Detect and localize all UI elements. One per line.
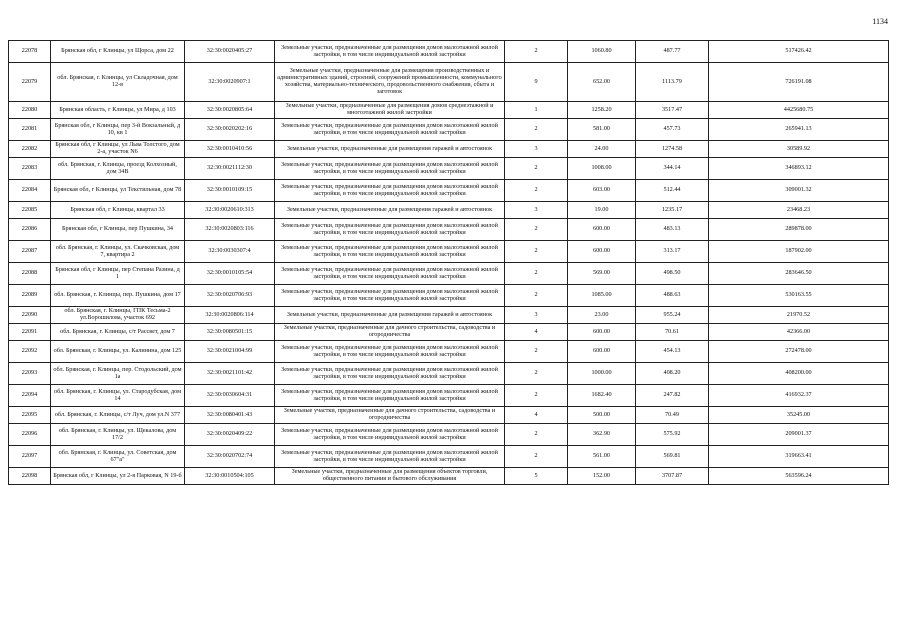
group-cell: 2 (505, 41, 568, 63)
cadastral-value-cell: 30589.92 (709, 141, 889, 158)
cadastral-number-cell: 32:30:0020702:74 (185, 446, 275, 468)
land-use-cell: Земельные участки, предназначенные для размещения домов малоэтажной жилой застройки, в том числе индивидуальной жилой застройки (275, 341, 505, 363)
specific-value-cell: 512.44 (636, 180, 709, 202)
row-id-cell: 22096 (9, 424, 51, 446)
specific-value-cell: 487.77 (636, 41, 709, 63)
table-row (9, 241, 889, 263)
group-cell: 1 (505, 102, 568, 119)
area-cell: 600.00 (568, 241, 636, 263)
cadastral-value-cell: 726191.08 (709, 63, 889, 102)
specific-value-cell: 3707.87 (636, 468, 709, 485)
cadastral-number-cell: 32:30:0020803:116 (185, 219, 275, 241)
area-cell: 600.00 (568, 341, 636, 363)
specific-value-cell: 955.24 (636, 307, 709, 324)
land-use-cell: Земельные участки, предназначенные для размещения гаражей и автостоянок (275, 141, 505, 158)
cadastral-number-cell: 32:30:0020706:93 (185, 285, 275, 307)
address-cell: Брянская обл, г Клинцы, ул Щорса, дом 22 (51, 41, 185, 63)
cadastral-value-cell: 272478.00 (709, 341, 889, 363)
specific-value-cell: 70.61 (636, 324, 709, 341)
land-use-cell: Земельные участки, предназначенные для размещения домов малоэтажной жилой застройки, в том числе индивидуальной жилой застройки (275, 158, 505, 180)
group-cell: 2 (505, 285, 568, 307)
table-row (9, 407, 889, 424)
cadastral-number-cell: 32:30:0010504:105 (185, 468, 275, 485)
address-cell: Брянская обл, г Клинцы, пер 3-й Вокзальный, д 10, кв 1 (51, 119, 185, 141)
address-cell: Брянская обл, г Клинцы, пер Степана Разина, д 1 (51, 263, 185, 285)
area-cell: 600.00 (568, 219, 636, 241)
specific-value-cell: 344.14 (636, 158, 709, 180)
address-cell: обл. Брянская, г. Клинцы, пер. Стодольский, дом 1а (51, 363, 185, 385)
area-cell: 152.00 (568, 468, 636, 485)
row-id-cell: 22082 (9, 141, 51, 158)
specific-value-cell: 408.20 (636, 363, 709, 385)
cadastral-number-cell: 32:30:0010109:15 (185, 180, 275, 202)
cadastral-number-cell: 32:30:0020405:27 (185, 41, 275, 63)
cadastral-value-cell: 265941.13 (709, 119, 889, 141)
specific-value-cell: 313.17 (636, 241, 709, 263)
table-row (9, 158, 889, 180)
cadastral-number-cell: 32:30:0080401:43 (185, 407, 275, 424)
group-cell: 9 (505, 63, 568, 102)
area-cell: 23.00 (568, 307, 636, 324)
area-cell: 1008.00 (568, 158, 636, 180)
address-cell: Брянская обл, г Клинцы, квартал 33 (51, 202, 185, 219)
group-cell: 5 (505, 468, 568, 485)
address-cell: Брянская обл, г Клинцы, ул Льва Толстого, дом 2-а, участок N6 (51, 141, 185, 158)
specific-value-cell: 1235.17 (636, 202, 709, 219)
address-cell: обл. Брянская, г. Клинцы, ул. Скачковская, дом 7, квартира 2 (51, 241, 185, 263)
specific-value-cell: 1274.58 (636, 141, 709, 158)
group-cell: 2 (505, 158, 568, 180)
specific-value-cell: 483.13 (636, 219, 709, 241)
address-cell: обл. Брянская, г. Клинцы, ГПК Тесьма-2 ул.Ворошилова, участок 692 (51, 307, 185, 324)
row-id-cell: 22089 (9, 285, 51, 307)
land-use-cell: Земельные участки, предназначенные для размещения домов среднеэтажной и многоэтажной жилой застройки (275, 102, 505, 119)
row-id-cell: 22087 (9, 241, 51, 263)
group-cell: 4 (505, 324, 568, 341)
specific-value-cell: 575.92 (636, 424, 709, 446)
cadastral-number-cell: 32:30:0021112:30 (185, 158, 275, 180)
address-cell: Брянская область, г Клинцы, ул Мира, д 103 (51, 102, 185, 119)
table-row (9, 219, 889, 241)
address-cell: Брянская обл, г Клинцы, ул Текстильная, дом 78 (51, 180, 185, 202)
specific-value-cell: 457.73 (636, 119, 709, 141)
address-cell: обл. Брянская, г. Клинцы, с/т Рассвет, дом 7 (51, 324, 185, 341)
land-use-cell: Земельные участки, предназначенные для размещения домов малоэтажной жилой застройки, в том числе индивидуальной жилой застройки (275, 180, 505, 202)
land-use-cell: Земельные участки, предназначенные для размещения объектов торговли, общественного питания и бытового обслуживания (275, 468, 505, 485)
area-cell: 19.00 (568, 202, 636, 219)
row-id-cell: 22091 (9, 324, 51, 341)
specific-value-cell: 488.63 (636, 285, 709, 307)
area-cell: 362.90 (568, 424, 636, 446)
row-id-cell: 22084 (9, 180, 51, 202)
cadastral-number-cell: 32:30:0020806:114 (185, 307, 275, 324)
cadastral-value-cell: 530163.55 (709, 285, 889, 307)
land-use-cell: Земельные участки, предназначенные для размещения домов малоэтажной жилой застройки, в том числе индивидуальной жилой застройки (275, 263, 505, 285)
land-use-cell: Земельные участки, предназначенные для размещения гаражей и автостоянок (275, 307, 505, 324)
row-id-cell: 22093 (9, 363, 51, 385)
cadastral-value-cell: 309001.32 (709, 180, 889, 202)
group-cell: 2 (505, 219, 568, 241)
address-cell: обл. Брянская, г. Клинцы, пер. Пушкина, дом 17 (51, 285, 185, 307)
address-cell: обл. Брянская, г. Клинцы, ул. Стародубская, дом 14 (51, 385, 185, 407)
cadastral-value-cell: 4425680.75 (709, 102, 889, 119)
address-cell: обл. Брянская, г. Клинцы, с/т Луч, дом ул.N 377 (51, 407, 185, 424)
row-id-cell: 22079 (9, 63, 51, 102)
table-row (9, 446, 889, 468)
page-number: 1134 (872, 17, 888, 26)
area-cell: 24.00 (568, 141, 636, 158)
table-row (9, 41, 889, 63)
land-use-cell: Земельные участки, предназначенные для размещения домов малоэтажной жилой застройки, в том числе индивидуальной жилой застройки (275, 363, 505, 385)
table-row (9, 119, 889, 141)
land-use-cell: Земельные участки, предназначенные для размещения домов малоэтажной жилой застройки, в том числе индивидуальной жилой застройки (275, 385, 505, 407)
table-body (9, 41, 889, 485)
row-id-cell: 22080 (9, 102, 51, 119)
cadastral-value-cell: 21970.52 (709, 307, 889, 324)
table-row (9, 263, 889, 285)
land-use-cell: Земельные участки, предназначенные для размещения домов малоэтажной жилой застройки, в том числе индивидуальной жилой застройки (275, 41, 505, 63)
land-use-cell: Земельные участки, предназначенные для размещения домов малоэтажной жилой застройки, в том числе индивидуальной жилой застройки (275, 285, 505, 307)
table-row (9, 341, 889, 363)
cadastral-number-cell: 32:30:0030307:4 (185, 241, 275, 263)
cadastral-value-cell: 23468.23 (709, 202, 889, 219)
cadastral-value-cell: 517426.42 (709, 41, 889, 63)
table-row (9, 307, 889, 324)
specific-value-cell: 70.49 (636, 407, 709, 424)
specific-value-cell: 3517.47 (636, 102, 709, 119)
area-cell: 561.00 (568, 446, 636, 468)
cadastral-value-cell: 416932.37 (709, 385, 889, 407)
area-cell: 1060.80 (568, 41, 636, 63)
group-cell: 2 (505, 119, 568, 141)
area-cell: 1000.00 (568, 363, 636, 385)
specific-value-cell: 498.50 (636, 263, 709, 285)
cadastral-number-cell: 32:30:0021004:99 (185, 341, 275, 363)
cadastral-number-cell: 32:30:0020805:64 (185, 102, 275, 119)
area-cell: 603.00 (568, 180, 636, 202)
group-cell: 2 (505, 241, 568, 263)
row-id-cell: 22094 (9, 385, 51, 407)
table-row (9, 102, 889, 119)
cadastral-number-cell: 32:30:0080501:15 (185, 324, 275, 341)
cadastral-value-cell: 408200.00 (709, 363, 889, 385)
land-use-cell: Земельные участки, предназначенные для дачного строительства, садоводства и огородничества (275, 407, 505, 424)
group-cell: 2 (505, 363, 568, 385)
cadastral-number-cell: 32:30:0021101:42 (185, 363, 275, 385)
area-cell: 500.00 (568, 407, 636, 424)
cadastral-value-cell: 319663.41 (709, 446, 889, 468)
row-id-cell: 22078 (9, 41, 51, 63)
table-row (9, 285, 889, 307)
area-cell: 1085.00 (568, 285, 636, 307)
table-row (9, 363, 889, 385)
land-use-cell: Земельные участки, предназначенные для размещения домов малоэтажной жилой застройки, в том числе индивидуальной жилой застройки (275, 424, 505, 446)
cadastral-number-cell: 32:30:0010105:54 (185, 263, 275, 285)
row-id-cell: 22086 (9, 219, 51, 241)
cadastral-number-cell: 32:30:0020409:22 (185, 424, 275, 446)
table-row (9, 141, 889, 158)
land-use-cell: Земельные участки, предназначенные для размещения домов малоэтажной жилой застройки, в том числе индивидуальной жилой застройки (275, 119, 505, 141)
table-row (9, 63, 889, 102)
cadastral-value-cell: 209001.37 (709, 424, 889, 446)
address-cell: Брянская обл, г Клинцы, ул 2-я Парковая, N 19-б (51, 468, 185, 485)
land-use-cell: Земельные участки, предназначенные для размещения гаражей и автостоянок (275, 202, 505, 219)
cadastral-value-cell: 42366.00 (709, 324, 889, 341)
table-row (9, 385, 889, 407)
group-cell: 3 (505, 307, 568, 324)
cadastral-value-cell: 35245.00 (709, 407, 889, 424)
group-cell: 3 (505, 202, 568, 219)
cadastral-number-cell: 32:30:0020610:313 (185, 202, 275, 219)
group-cell: 2 (505, 385, 568, 407)
group-cell: 2 (505, 424, 568, 446)
cadastral-number-cell: 32:30:0020202:16 (185, 119, 275, 141)
cadastral-number-cell: 32:30:0020907:1 (185, 63, 275, 102)
table-row (9, 468, 889, 485)
row-id-cell: 22092 (9, 341, 51, 363)
group-cell: 2 (505, 180, 568, 202)
group-cell: 2 (505, 263, 568, 285)
address-cell: обл. Брянская, г. Клинцы, ул. Калинина, дом 125 (51, 341, 185, 363)
area-cell: 1258.20 (568, 102, 636, 119)
land-use-cell: Земельные участки, предназначенные для размещения домов малоэтажной жилой застройки, в том числе индивидуальной жилой застройки (275, 241, 505, 263)
row-id-cell: 22098 (9, 468, 51, 485)
row-id-cell: 22088 (9, 263, 51, 285)
cadastral-number-cell: 32:30:0030604:31 (185, 385, 275, 407)
specific-value-cell: 454.13 (636, 341, 709, 363)
cadastral-value-cell: 289878.00 (709, 219, 889, 241)
land-use-cell: Земельные участки, предназначенные для размещения домов малоэтажной жилой застройки, в том числе индивидуальной жилой застройки (275, 446, 505, 468)
area-cell: 581.00 (568, 119, 636, 141)
address-cell: обл. Брянская, г. Клинцы, ул Складочная, дом 12-в (51, 63, 185, 102)
specific-value-cell: 569.81 (636, 446, 709, 468)
row-id-cell: 22097 (9, 446, 51, 468)
area-cell: 1682.40 (568, 385, 636, 407)
address-cell: обл. Брянская, г. Клинцы, проезд Колхозный, дом 34В (51, 158, 185, 180)
land-registry-table (8, 40, 889, 485)
group-cell: 4 (505, 407, 568, 424)
cadastral-value-cell: 563596.24 (709, 468, 889, 485)
specific-value-cell: 1113.79 (636, 63, 709, 102)
cadastral-value-cell: 187902.00 (709, 241, 889, 263)
group-cell: 2 (505, 341, 568, 363)
table-row (9, 180, 889, 202)
land-use-cell: Земельные участки, предназначенные для размещения домов малоэтажной жилой застройки, в том числе индивидуальной жилой застройки (275, 219, 505, 241)
group-cell: 3 (505, 141, 568, 158)
group-cell: 2 (505, 446, 568, 468)
table-row (9, 424, 889, 446)
area-cell: 652.00 (568, 63, 636, 102)
area-cell: 569.00 (568, 263, 636, 285)
row-id-cell: 22095 (9, 407, 51, 424)
row-id-cell: 22090 (9, 307, 51, 324)
row-id-cell: 22085 (9, 202, 51, 219)
row-id-cell: 22081 (9, 119, 51, 141)
land-use-cell: Земельные участки, предназначенные для дачного строительства, садоводства и огородничества (275, 324, 505, 341)
row-id-cell: 22083 (9, 158, 51, 180)
specific-value-cell: 247.82 (636, 385, 709, 407)
table-row (9, 202, 889, 219)
cadastral-value-cell: 346893.12 (709, 158, 889, 180)
address-cell: обл. Брянская, г. Клинцы, ул. Советская, дом 67"а" (51, 446, 185, 468)
address-cell: обл. Брянская, г. Клинцы, ул. Щекалова, дом 17/2 (51, 424, 185, 446)
cadastral-number-cell: 32:30:0010410:56 (185, 141, 275, 158)
area-cell: 600.00 (568, 324, 636, 341)
table-row (9, 324, 889, 341)
cadastral-value-cell: 283646.50 (709, 263, 889, 285)
address-cell: Брянская обл, г Клинцы, пер Пушкина, 34 (51, 219, 185, 241)
land-use-cell: Земельные участки, предназначенные для размещения производственных и административных зданий, строений, сооружений промышленности, коммунального хозяйства, материально-технического, продовольственного снабжения, сбыта и заготовок (275, 63, 505, 102)
